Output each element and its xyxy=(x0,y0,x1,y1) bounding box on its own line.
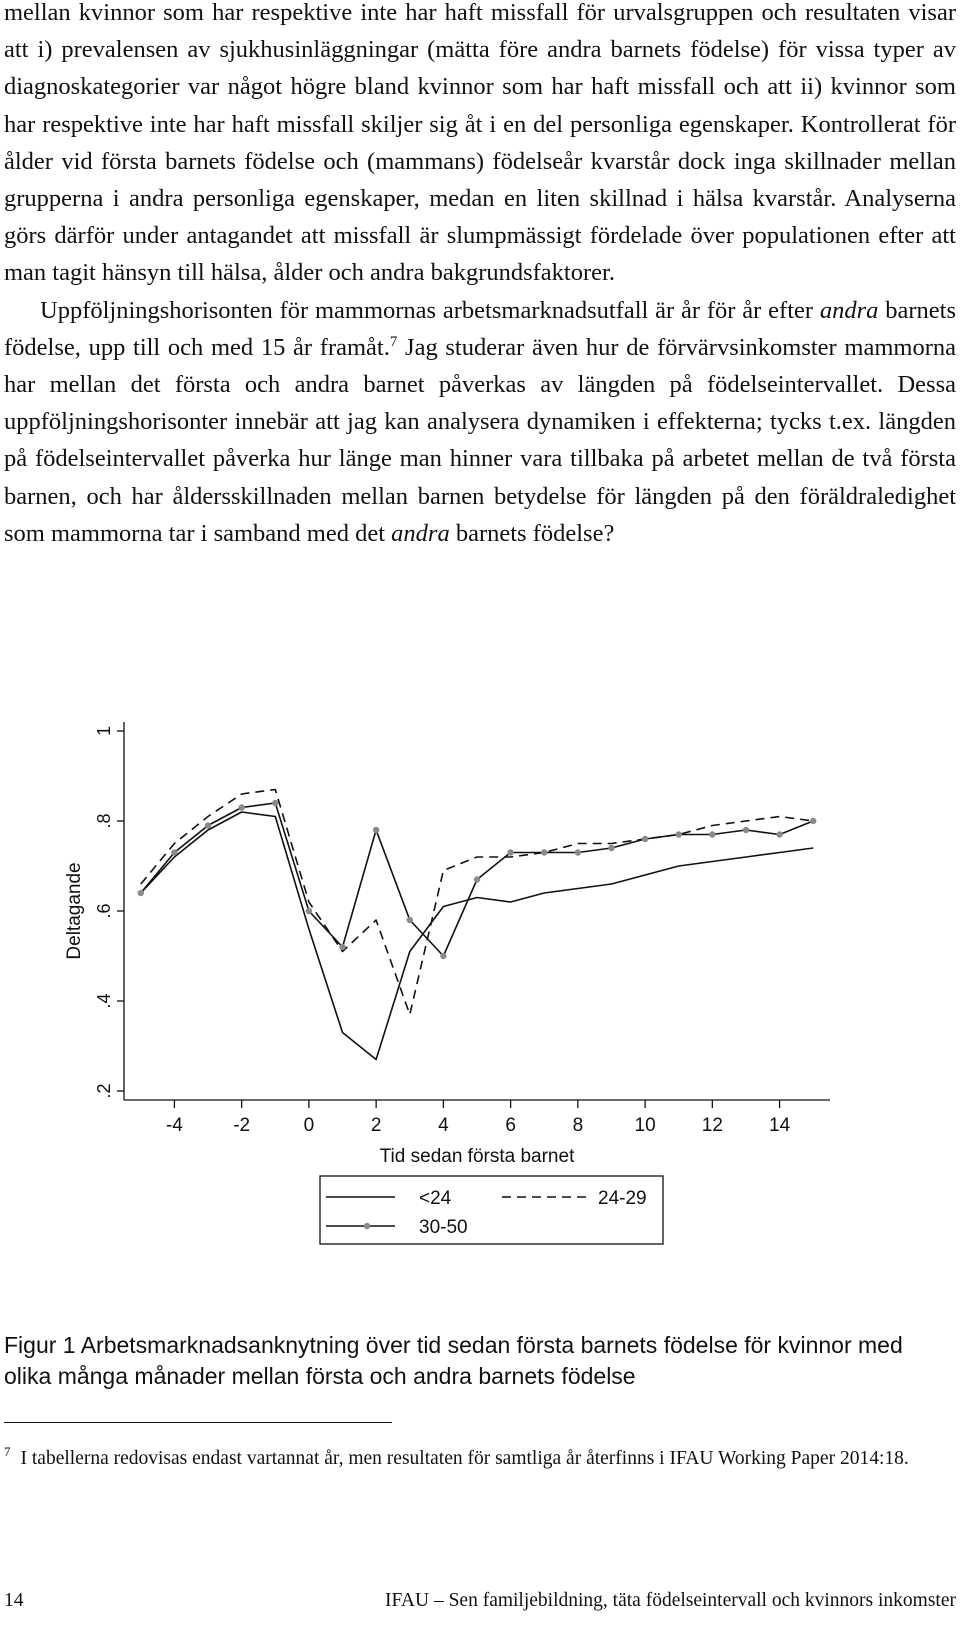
data-point xyxy=(810,818,816,824)
y-tick-label: .2 xyxy=(94,1083,114,1099)
data-point xyxy=(339,944,345,950)
paragraph-2-emphasis-2: andra xyxy=(391,519,450,547)
data-point xyxy=(171,849,177,855)
data-point xyxy=(239,804,245,810)
x-tick-label: 10 xyxy=(634,1115,656,1136)
data-point xyxy=(205,822,211,828)
data-point xyxy=(541,849,547,855)
footnote-text: I tabellerna redovisas endast vartannat år, men resultaten för samtliga år återfinns i IFAU Working Paper 2014:18. xyxy=(20,1448,909,1469)
data-point xyxy=(507,849,513,855)
y-tick-label: .4 xyxy=(94,993,114,1009)
x-tick-label: 0 xyxy=(303,1115,315,1136)
y-tick-label: 1 xyxy=(94,725,114,737)
data-point xyxy=(474,876,480,882)
data-point xyxy=(743,827,749,833)
paragraph-2-text-c: Jag studerar även hur de förvärvsinkomster mammorna har mellan det första och andra barnet påverkas av längden på födelseintervallet. Dessa uppföljningshorisonter innebär att jag kan analysera dynamiken i effekterna; tycks t.ex. längden på födelseintervallet påverka hur länge man hinner vara tillbaka på arbetet mellan de två första barnen, och har åldersskillnaden mellan barnen betydelse för längden på den föräldraledighet som mammorna tar i samband med det xyxy=(4,333,956,547)
x-tick-label: 12 xyxy=(701,1115,723,1136)
data-point xyxy=(440,953,446,959)
paragraph-2-text-a: Uppföljningshorisonten för mammornas arbetsmarknadsutfall är år för år efter xyxy=(40,296,820,324)
page-number: 14 xyxy=(4,1590,24,1611)
y-tick-label: .8 xyxy=(94,813,114,829)
y-tick-label: .6 xyxy=(94,903,114,919)
series-line-0 xyxy=(141,812,813,1060)
legend-marker-30-50 xyxy=(364,1223,370,1229)
x-tick-label: 6 xyxy=(505,1115,516,1136)
footnote xyxy=(4,1444,956,1473)
x-tick-label: 14 xyxy=(769,1115,791,1136)
paragraph-2-text-b: barnets födelse, upp till och med 15 år framåt. xyxy=(4,296,956,361)
x-ticks xyxy=(166,1100,791,1136)
legend-box xyxy=(320,1176,663,1244)
x-tick-label: 4 xyxy=(438,1115,449,1136)
data-point xyxy=(373,827,379,833)
data-point xyxy=(676,831,682,837)
figure-caption: Figur 1 Arbetsmarknadsanknytning över tid sedan första barnets födelse för kvinnor med olika många månader mellan första och andra barnets födelse xyxy=(4,1332,903,1389)
data-point xyxy=(776,831,782,837)
running-title: IFAU – Sen familjebildning, täta födelseintervall och kvinnors inkomster xyxy=(385,1590,956,1611)
data-point xyxy=(608,845,614,851)
legend-label-30-50: 30-50 xyxy=(419,1217,468,1238)
x-tick-label: -2 xyxy=(233,1115,251,1136)
x-axis-label: Tid sedan första barnet xyxy=(379,1146,575,1167)
data-point xyxy=(138,890,144,896)
y-ticks xyxy=(94,726,124,1099)
page-footer xyxy=(4,1590,956,1622)
line-chart xyxy=(40,722,860,1250)
data-point xyxy=(306,908,312,914)
chart-axes xyxy=(124,722,830,1100)
x-tick-label: -4 xyxy=(165,1115,183,1136)
footnote-separator xyxy=(4,1422,392,1423)
data-point xyxy=(272,800,278,806)
x-tick-label: 8 xyxy=(572,1115,584,1136)
legend-label-24-29: 24-29 xyxy=(598,1188,647,1209)
chart-legend xyxy=(320,1176,663,1244)
data-point xyxy=(709,831,715,837)
legend-label-under-24: <24 xyxy=(419,1188,452,1209)
footnote-marker: 7 xyxy=(4,1444,11,1459)
data-point xyxy=(575,849,581,855)
y-axis-label: Deltagande xyxy=(64,862,85,960)
chart-series xyxy=(138,790,817,1060)
paragraph-2-text-d: barnets födelse? xyxy=(449,519,615,547)
paragraph-2 xyxy=(4,292,956,552)
data-point xyxy=(642,836,648,842)
paragraph-1: mellan kvinnor som har respektive inte har haft missfall för urvalsgruppen och resultaten visar att i) prevalensen av sjukhusinläggningar (mätta före andra barnets födelse) för vissa typer av diagnoskategorier var något högre bland kvinnor som har haft missfall och att ii) kvinnor som har respektive inte har haft missfall skiljer sig åt i en del personliga egenskaper. Kontrollerat för ålder vid första barnets födelse och (mammans) födelseår kvarstår dock inga skillnader mellan grupperna i andra personliga egenskaper, medan en liten skillnad i hälsa kvarstår. Analyserna görs därför under antagandet att missfall är slumpmässigt fördelade över populationen efter att man tagit hänsyn till hälsa, ålder och andra bakgrundsfaktorer. xyxy=(4,0,956,287)
paragraph-2-emphasis-1: andra xyxy=(819,296,879,324)
footnote-reference[interactable]: 7 xyxy=(389,333,398,350)
body-text xyxy=(4,0,956,552)
series-line-1 xyxy=(141,790,813,1015)
x-tick-label: 2 xyxy=(370,1115,382,1136)
data-point xyxy=(407,917,413,923)
